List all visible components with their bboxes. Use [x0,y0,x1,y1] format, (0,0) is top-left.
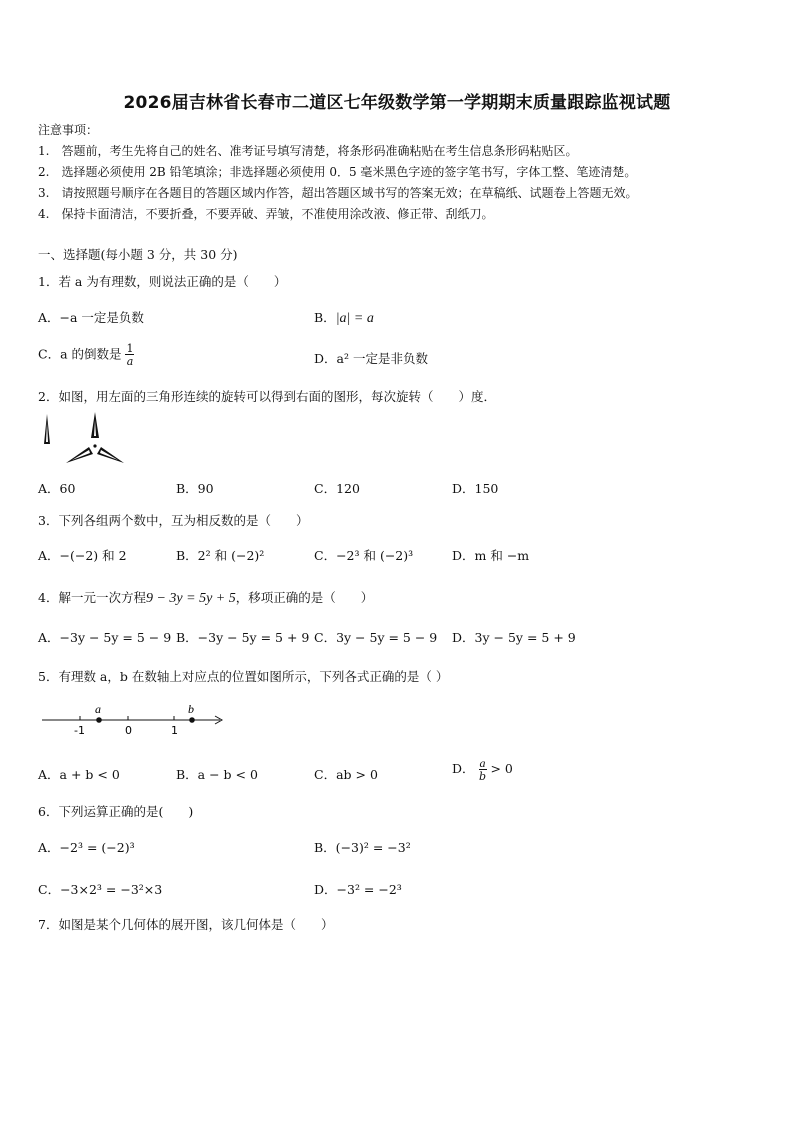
tick-label-0: 0 [125,724,132,737]
q1-option-c [38,343,134,367]
q1-option-c-numerator: 1 [126,342,134,355]
notice-item-3: 3. 请按照题号顺序在各题目的答题区域内作答，超出答题区域书写的答案无效；在草稿纸、试题卷上答题无效。 [38,186,638,200]
q6-option-a: A．−2³ = (−2)³ [38,840,135,855]
tick-label-minus-1: -1 [74,724,85,737]
notice-item-2: 2. 选择题必须使用 2B 铅笔填涂；非选择题必须使用 0．5 毫米黑色字迹的签字笔书写，字体工整、笔迹清楚。 [38,165,637,179]
q3-option-b: B．2² 和 (−2)² [176,548,265,563]
q5-stem: 5．有理数 a，b 在数轴上对应点的位置如图所示，下列各式正确的是（ ） [38,669,449,684]
q1-option-c-denominator: a [126,355,134,368]
section-heading: 一、选择题(每小题 3 分，共 30 分) [38,247,238,262]
q6-option-d: D．−3² = −2³ [314,882,402,897]
single-triangle [44,414,50,444]
q4-stem-suffix: ，移项正确的是（ ） [235,590,374,605]
point-a [96,717,102,723]
q3-stem: 3．下列各组两个数中，互为相反数的是（ ） [38,513,309,528]
q5-option-d [452,757,513,782]
rotated-triangles [66,412,124,463]
q4-stem-prefix: 4．解一元一次方程 [38,590,146,605]
q1-option-b-expr: |a| = a [335,311,374,326]
q1-option-c-fraction [125,343,134,367]
q6-option-c: C．−3×2³ = −3²×3 [38,882,163,897]
q5-option-d-rest: > 0 [486,761,513,776]
q4-option-c: C．3y − 5y = 5 − 9 [314,630,438,645]
tick-label-1: 1 [171,724,178,737]
notice-item-4: 4. 保持卡面清洁，不要折叠，不要弄破、弄皱，不准使用涂改液、修正带、刮纸刀。 [38,207,494,221]
q1-option-d-expr: a² 一定是非负数 [336,351,428,366]
q5-option-d-label: D． [452,761,475,776]
q7-stem: 7．如图是某个几何体的展开图，该几何体是（ ） [38,917,334,932]
q4-stem [38,588,373,607]
q5-option-c: C．ab > 0 [314,767,378,782]
notice-item-1: 1. 答题前，考生先将自己的姓名、准考证号填写清楚，将条形码准确粘贴在考生信息条形码粘贴区。 [38,144,578,158]
q5-option-b: B．a − b < 0 [176,767,258,782]
q1-option-b [314,308,374,327]
page-title: 2026届吉林省长春市二道区七年级数学第一学期期末质量跟踪监视试题 [123,93,671,113]
label-b: b [188,702,194,716]
q4-equation: 9 − 3y = 5y + 5 [145,591,236,606]
q3-option-d: D．m 和 −m [452,548,530,563]
q4-option-b: B．−3y − 5y = 5 + 9 [176,630,310,645]
label-a: a [95,702,101,716]
q2-option-d: D．150 [452,481,499,496]
q1-option-d-label: D． [314,351,337,366]
q2-stem: 2．如图，用左面的三角形连续的旋转可以得到右面的图形，每次旋转（ ）度． [38,389,496,404]
q1-option-b-label: B． [314,310,336,325]
number-line [38,700,228,740]
q2-option-c: C．120 [314,481,360,496]
q1-option-c-label: C．a 的倒数是 [38,346,122,362]
q5-option-d-numerator: a [479,756,486,770]
q5-option-a: A．a + b < 0 [38,767,120,782]
q4-option-a: A．−3y − 5y = 5 − 9 [38,630,172,645]
q6-stem: 6．下列运算正确的是( ) [38,804,194,819]
q5-option-d-fraction [479,757,487,782]
q4-option-d: D．3y − 5y = 5 + 9 [452,630,576,645]
q1-option-a: A．−a 一定是负数 [38,310,144,325]
q6-option-b: B．(−3)² = −3² [314,840,411,855]
q2-option-a: A．60 [38,481,76,496]
point-b [189,717,195,723]
q1-stem: 1．若 a 为有理数，则说法正确的是（ ） [38,274,287,289]
q3-option-c: C．−2³ 和 (−2)³ [314,548,414,563]
rotation-figure [38,410,134,468]
q5-option-d-denominator: b [478,770,487,783]
q2-option-b: B．90 [176,481,214,496]
q1-option-d [314,349,428,367]
notice-heading: 注意事项： [38,123,99,137]
q3-option-a: A．−(−2) 和 2 [38,548,127,563]
